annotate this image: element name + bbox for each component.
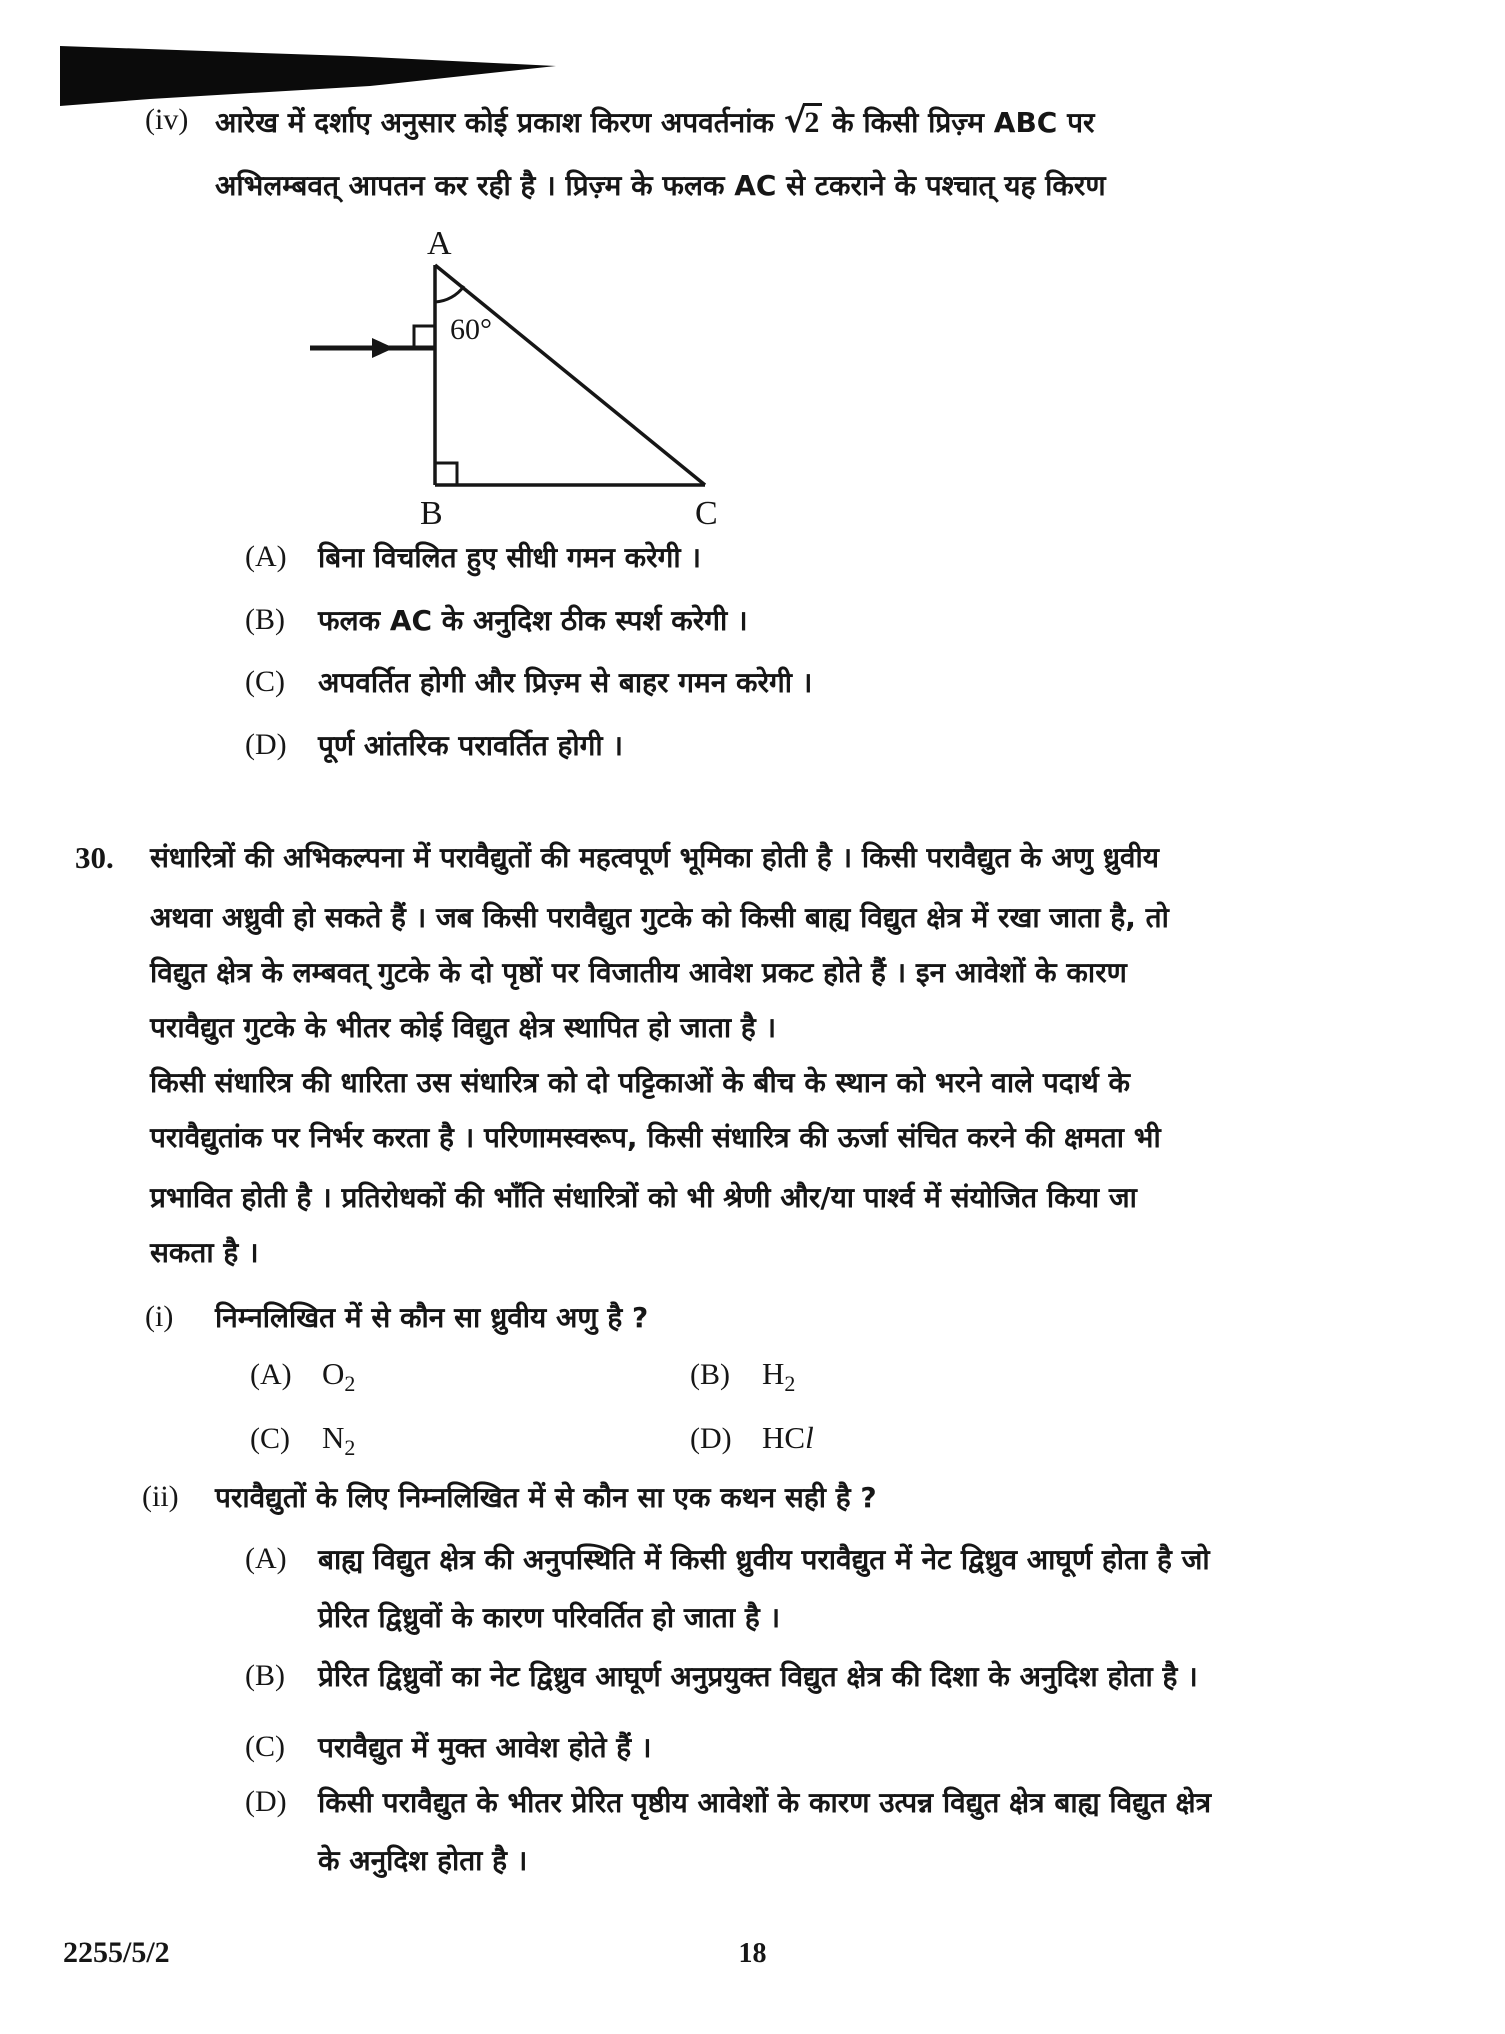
question-ii-option-a-label: (A) [245, 1542, 287, 1575]
vertex-b-right-angle-mark [435, 463, 457, 485]
question-ii-option-c-line1: परावैद्युत में मुक्त आवेश होते हैं । [318, 1731, 652, 1764]
question-iv-option-c-text: अपवर्तित होगी और प्रिज़्म से बाहर गमन करेगी । [318, 666, 813, 699]
radicand: 2 [803, 103, 822, 139]
q30-paragraph1-line1: संधारित्रों की अभिकल्पना में परावैद्युतों की महत्वपूर्ण भूमिका होती है । किसी परावैद्युत के अणु ध्रुवीय [150, 841, 1159, 874]
prism-diagram [280, 222, 760, 542]
question-iv-option-b-text: फलक AC के अनुदिश ठीक स्पर्श करेगी । [318, 604, 748, 637]
question-i-option-d-label: (D) [690, 1422, 732, 1455]
question-30-number: 30. [75, 840, 114, 875]
question-iv-option-c-label: (C) [245, 665, 285, 698]
prism-side-ac [435, 265, 705, 485]
question-ii-option-b-line1: प्रेरित द्विध्रुवों का नेट द्विध्रुव आघूर्ण अनुप्रयुक्त विद्युत क्षेत्र की दिशा के अनुदिश होता है । [318, 1660, 1198, 1693]
question-iv-option-a-label: (A) [245, 540, 287, 573]
vertex-b-label: B [420, 495, 443, 532]
angle-a-arc [435, 286, 464, 302]
q30-paragraph1-line2: अथवा अध्रुवी हो सकते हैं । जब किसी परावैद्युत गुटके को किसी बाह्य विद्युत क्षेत्र में रखा जाता है, तो [150, 901, 1169, 934]
question-ii-option-c-label: (C) [245, 1730, 285, 1763]
question-i-option-b-formula: $H_2$ [762, 1356, 796, 1397]
q30-paragraph2-line2: परावैद्युतांक पर निर्भर करता है । परिणामस्वरूप, किसी संधारित्र की ऊर्जा संचित करने की क्षमता भी [150, 1121, 1161, 1154]
incidence-right-angle-mark [414, 326, 435, 348]
q30-paragraph1-line3: विद्युत क्षेत्र के लम्बवत् गुटके के दो पृष्ठों पर विजातीय आवेश प्रकट होते हैं । इन आवेशों के कारण [150, 956, 1127, 989]
question-ii-option-a-line1: बाह्य विद्युत क्षेत्र की अनुपस्थिति में किसी ध्रुवीय परावैद्युत में नेट द्विध्रुव आघूर्ण होता है जो [318, 1543, 1210, 1576]
q30-paragraph2-line3: प्रभावित होती है । प्रतिरोधकों की भाँति संधारित्रों को भी श्रेणी और/या पार्श्व में संयोजित किया जा [150, 1181, 1137, 1214]
question-iv-line1: आरेख में दर्शाए अनुसार कोई प्रकाश किरण अपवर्तनांक √2 के किसी प्रिज़्म ABC पर [215, 101, 1095, 141]
question-i-option-a-label: (A) [250, 1358, 292, 1391]
question-ii-option-a-line2: प्रेरित द्विध्रुवों के कारण परिवर्तित हो जाता है । [318, 1601, 781, 1634]
radical-sign: √ [783, 101, 807, 141]
footer-paper-code: 2255/5/2 [63, 1936, 170, 1969]
angle-a-value-label: 60° [450, 313, 492, 346]
question-i-text: निम्नलिखित में से कौन सा ध्रुवीय अणु है ? [215, 1301, 649, 1334]
question-iv-label: (iv) [145, 103, 189, 136]
question-i-option-c-label: (C) [250, 1422, 290, 1455]
question-i-option-d-formula: HCl [762, 1420, 814, 1455]
question-iv-option-d-text: पूर्ण आंतरिक परावर्तित होगी । [318, 729, 624, 762]
question-ii-option-d-line2: के अनुदिश होता है । [318, 1844, 528, 1877]
question-iv-option-d-label: (D) [245, 728, 287, 761]
question-i-label: (i) [145, 1300, 174, 1333]
question-iv-option-b-label: (B) [245, 603, 285, 636]
question-ii-text: परावैद्युतों के लिए निम्नलिखित में से कौन सा एक कथन सही है ? [215, 1481, 877, 1514]
vertex-c-label: C [695, 495, 718, 532]
question-iv-line2: अभिलम्बवत् आपतन कर रही है । प्रिज़्म के फलक AC से टकराने के पश्चात् यह किरण [215, 169, 1106, 202]
question-i-option-b-label: (B) [690, 1358, 730, 1391]
vertex-a-label: A [427, 225, 452, 262]
q30-paragraph1-line4: परावैद्युत गुटके के भीतर कोई विद्युत क्षेत्र स्थापित हो जाता है । [150, 1011, 777, 1044]
question-i-option-c-formula: $N_2$ [322, 1420, 356, 1461]
footer-page-number: 18 [738, 1938, 767, 1969]
question-ii-option-b-label: (B) [245, 1659, 285, 1692]
question-iv-option-a-text: बिना विचलित हुए सीधी गमन करेगी । [318, 541, 701, 574]
q30-paragraph2-line4: सकता है । [150, 1236, 259, 1269]
question-ii-option-d-label: (D) [245, 1785, 287, 1818]
incident-ray-arrowhead [372, 338, 394, 358]
question-i-option-a-formula: $O_2$ [322, 1356, 356, 1397]
question-ii-label: (ii) [142, 1480, 179, 1513]
question-ii-option-d-line1: किसी परावैद्युत के भीतर प्रेरित पृष्ठीय आवेशों के कारण उत्पन्न विद्युत क्षेत्र बाह्य विद्युत क्षेत्र [318, 1786, 1212, 1819]
sqrt-expression [784, 101, 823, 141]
q30-paragraph2-line1: किसी संधारित्र की धारिता उस संधारित्र को दो पट्टिकाओं के बीच के स्थान को भरने वाले पदार्थ के [150, 1066, 1130, 1099]
